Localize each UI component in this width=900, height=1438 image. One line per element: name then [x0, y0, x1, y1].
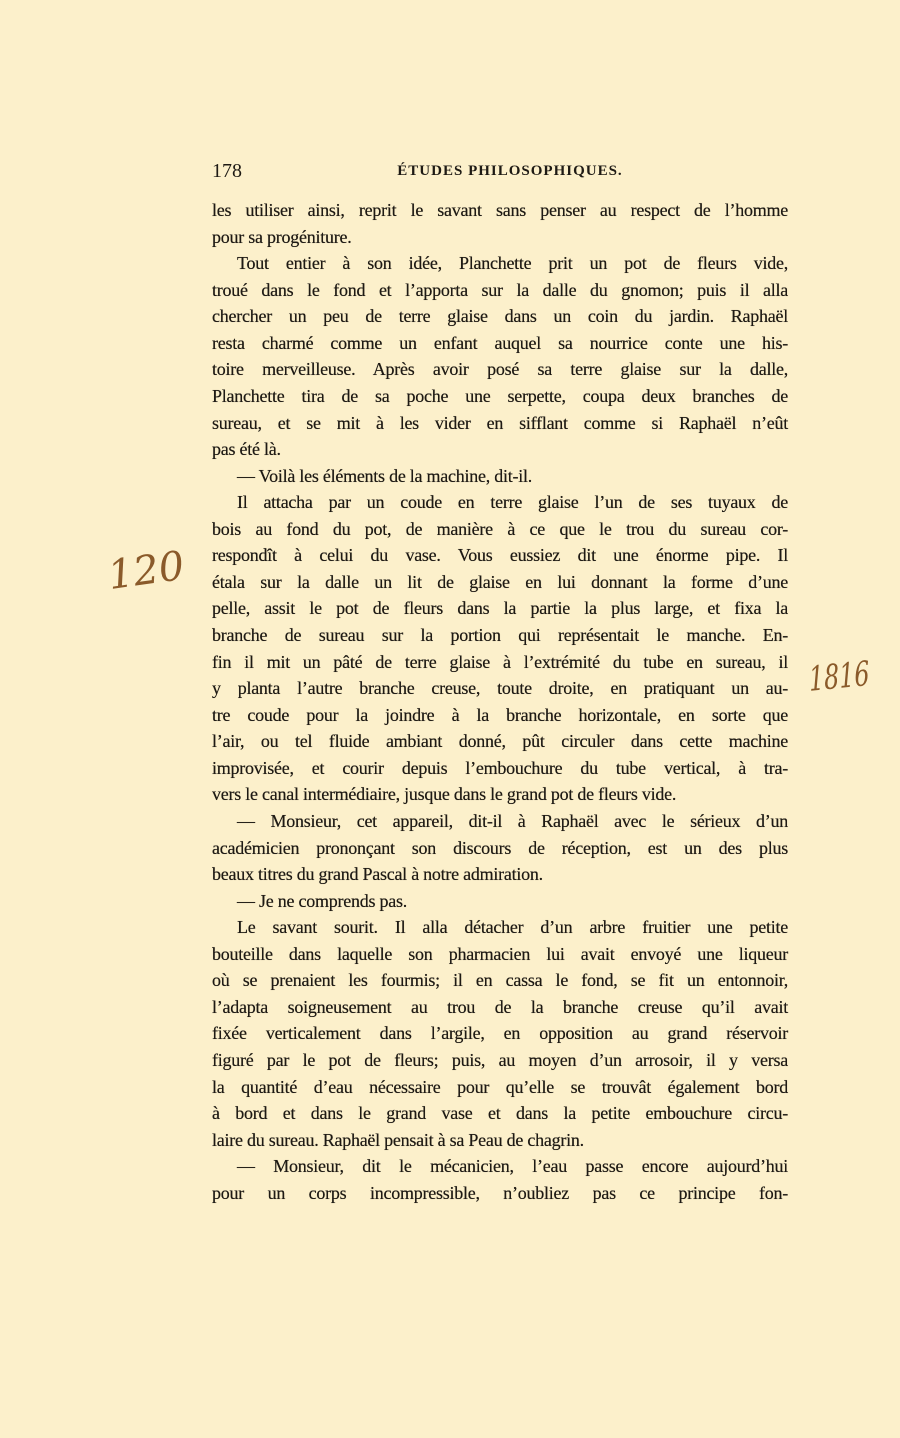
text-line: beaux titres du grand Pascal à notre admiration.	[212, 864, 543, 885]
text-line: respondît à celui du vase. Vous eussiez dit une énorme pipe. Il	[212, 545, 788, 566]
handwritten-margin-note-left: 120	[105, 542, 188, 600]
text-line: figuré par le pot de fleurs; puis, au moyen d’un arrosoir, il y versa	[212, 1050, 788, 1070]
text-line: l’air, ou tel fluide ambiant donné, pût circuler dans cette machine	[212, 731, 788, 752]
text-line: branche de sureau sur la portion qui représentait le manche. En-	[212, 625, 788, 645]
running-title: ÉTUDES PHILOSOPHIQUES.	[397, 163, 623, 179]
text-line: — Voilà les éléments de la machine, dit-il.	[237, 465, 533, 486]
text-line: Le savant sourit. Il alla détacher d’un arbre fruitier une petite	[237, 917, 788, 938]
text-line: où se prenaient les fourmis; il en cassa le fond, se fit un entonnoir,	[212, 970, 788, 991]
text-line: y planta l’autre branche creuse, toute droite, en pratiquant un au-	[212, 678, 788, 699]
text-line: chercher un peu de terre glaise dans un coin du jardin. Raphaël	[212, 306, 788, 327]
handwritten-margin-note-right: 1816	[808, 653, 871, 700]
text-line: la quantité d’eau nécessaire pour qu’elle se trouvât également bord	[212, 1076, 788, 1097]
text-line: improvisée, et courir depuis l’embouchure du tube vertical, à tra-	[212, 757, 788, 778]
text-line: toire merveilleuse. Après avoir posé sa terre glaise sur la dalle,	[212, 359, 788, 380]
text-line: bois au fond du pot, de manière à ce que le trou du sureau cor-	[212, 518, 788, 539]
text-line: Tout entier à son idée, Planchette prit un pot de fleurs vide,	[237, 253, 788, 274]
text-line: tre coude pour la joindre à la branche horizontale, en sorte que	[212, 704, 788, 725]
text-line: vers le canal intermédiaire, jusque dans le grand pot de fleurs vide.	[212, 784, 677, 805]
text-line: bouteille dans laquelle son pharmacien lui avait envoyé une liqueur	[212, 943, 788, 964]
text-line: sureau, et se mit à les vider en sifflant comme si Raphaël n’eût	[212, 412, 788, 433]
text-line: étala sur la dalle un lit de glaise en lui donnant la forme d’une	[212, 571, 788, 592]
page-header	[212, 160, 788, 186]
text-line: académicien prononçant son discours de réception, est un des plus	[212, 837, 788, 858]
text-line: — Je ne comprends pas.	[237, 890, 407, 911]
page-body-text	[212, 197, 788, 1206]
text-line: fixée verticalement dans l’argile, en opposition au grand réservoir	[212, 1023, 788, 1044]
text-line: les utiliser ainsi, reprit le savant sans penser au respect de l’homme	[212, 200, 788, 220]
text-line: Planchette tira de sa poche une serpette, coupa deux branches de	[212, 385, 788, 406]
text-line: laire du sureau. Raphaël pensait à sa Peau de chagrin.	[212, 1129, 584, 1150]
text-line: — Monsieur, dit le mécanicien, l’eau passe encore aujourd’hui	[237, 1156, 788, 1177]
text-line: resta charmé comme un enfant auquel sa nourrice conte une his-	[212, 332, 788, 353]
page-number: 178	[212, 160, 242, 182]
text-line: pas été là.	[212, 439, 281, 460]
text-line: troué dans le fond et l’apporta sur la dalle du gnomon; puis il alla	[212, 279, 788, 300]
text-line: — Monsieur, cet appareil, dit-il à Raphaël avec le sérieux d’un	[237, 810, 788, 831]
text-line: l’adapta soigneusement au trou de la branche creuse qu’il avait	[212, 996, 788, 1017]
text-line: fin il mit un pâté de terre glaise à l’extrémité du tube en sureau, il	[212, 651, 788, 672]
text-line: pelle, assit le pot de fleurs dans la partie la plus large, et fixa la	[212, 598, 788, 619]
text-line: pour un corps incompressible, n’oubliez pas ce principe fon-	[212, 1182, 788, 1203]
text-line: à bord et dans le grand vase et dans la petite embouchure circu-	[212, 1103, 788, 1124]
text-line: Il attacha par un coude en terre glaise l’un de ses tuyaux de	[237, 492, 788, 513]
text-line: pour sa progéniture.	[212, 226, 352, 247]
